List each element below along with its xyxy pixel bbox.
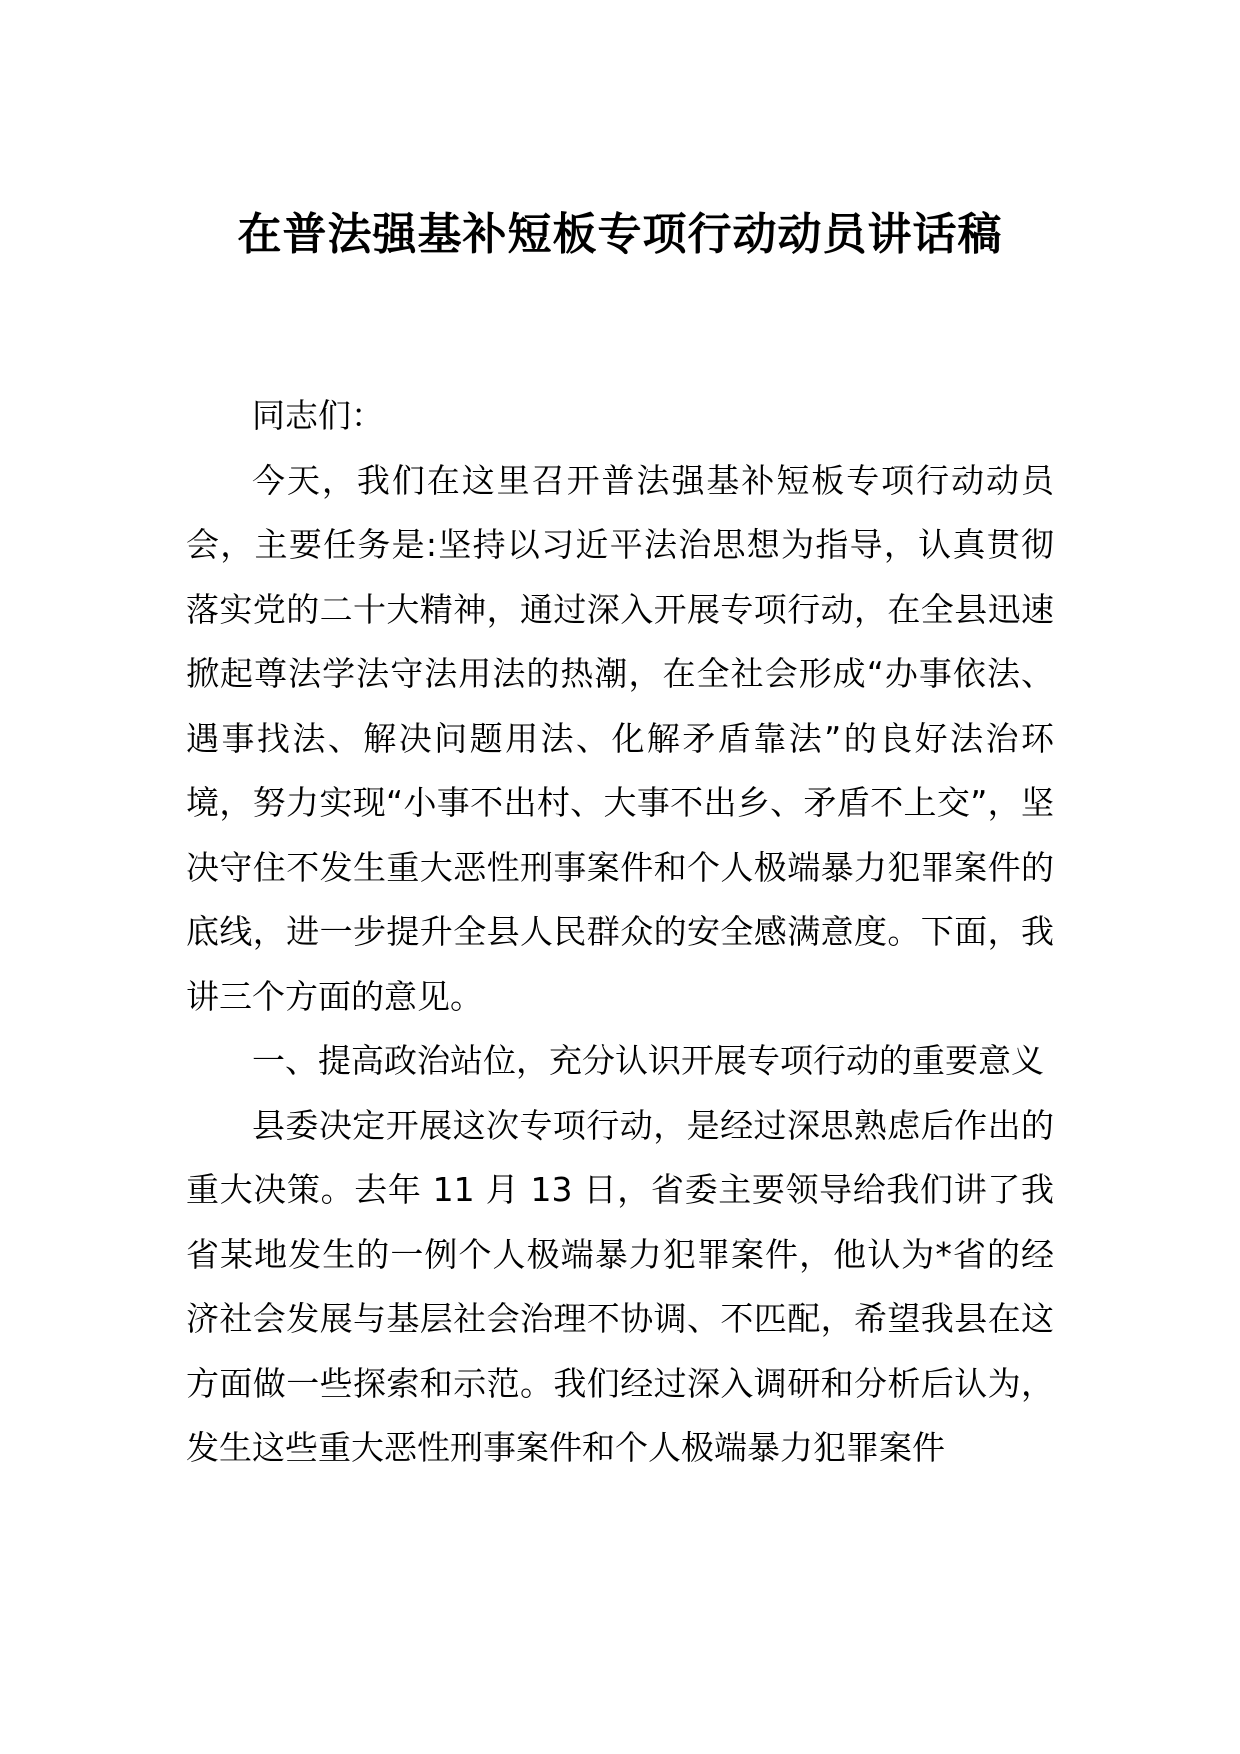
paragraph-intro: 今天，我们在这里召开普法强基补短板专项行动动员会，主要任务是:坚持以习近平法治思想为指导，认真贯彻落实党的二十大精神，通过深入开展专项行动，在全县迅速掀起尊法学法守法用法的热潮，在全社会形成“办事依法、遇事找法、解决问题用法、化解矛盾靠法”的良好法治环境，努力实现“小事不出村、大事不出乡、矛盾不上交”，坚决守住不发生重大恶性刑事案件和个人极端暴力犯罪案件的底线，进一步提升全县人民群众的安全感满意度。下面，我讲三个方面的意见。 — [186, 460, 1054, 1016]
paragraph-section-1: 县委决定开展这次专项行动，是经过深思熟虑后作出的重大决策。去年 11 月 13 日，省委主要领导给我们讲了我省某地发生的一例个人极端暴力犯罪案件，他认为*省的经济社会发展与基层社会治理不协调、不匹配，希望我县在这方面做一些探索和示范。我们经过深入调研和分析后认为，发生这些重大恶性刑事案件和个人极端暴力犯罪案件 — [186, 1105, 1054, 1467]
salutation: 同志们： — [252, 396, 384, 435]
section-heading-1: 一、提高政治站位，充分认识开展专项行动的重要意义 — [252, 1041, 1044, 1080]
document-title: 在普法强基补短板专项行动动员讲话稿 — [237, 209, 1003, 260]
document-body — [186, 384, 1054, 1481]
